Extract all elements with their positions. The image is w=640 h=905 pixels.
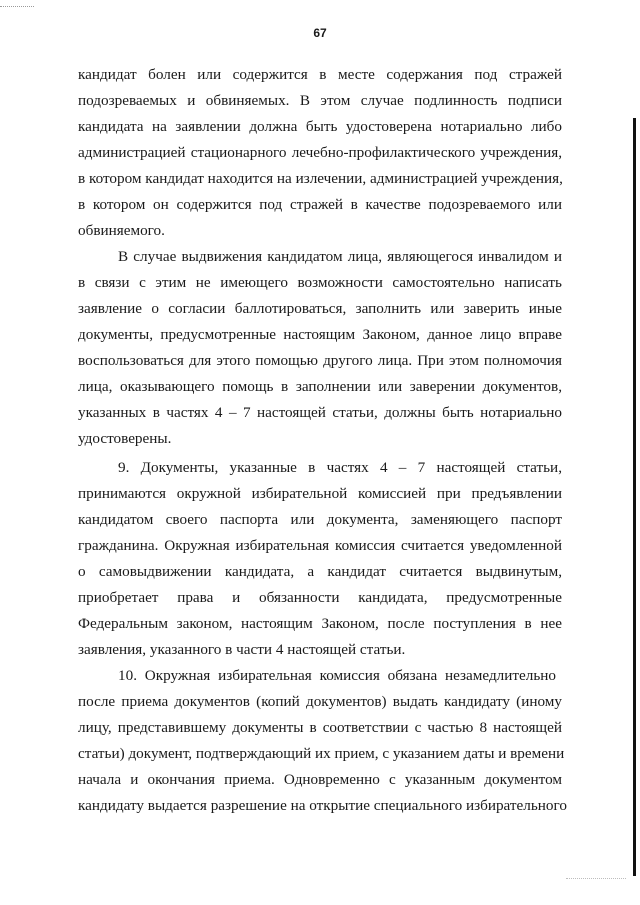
text-line: кандидата на заявлении должна быть удостоверена нотариально либо	[78, 118, 562, 135]
text-line: указанных в частях 4 – 7 настоящей статьи, должны быть нотариально	[78, 404, 562, 421]
text-line: после приема документов (копий документов) выдать кандидату (иному	[78, 693, 562, 710]
scan-noise-mark	[566, 874, 626, 879]
text-line: удостоверены.	[78, 430, 172, 447]
text-line: подозреваемых и обвиняемых. В этом случае подлинность подписи	[78, 92, 562, 109]
text-line: статьи) документ, подтверждающий их прием, с указанием даты и времени	[78, 745, 565, 762]
text-line: 10. Окружная избирательная комиссия обязана незамедлительно	[118, 667, 556, 684]
text-line: лица, оказывающего помощь в заполнении или заверении документов,	[78, 378, 562, 395]
text-line: кандидатом своего паспорта или документа, заменяющего паспорт	[78, 511, 562, 528]
page-number: 67	[313, 26, 327, 40]
text-line: в котором он содержится под стражей в качестве подозреваемого или	[78, 196, 562, 213]
text-line: лицу, представившему документы в соответствии с частью 8 настоящей	[78, 719, 562, 736]
text-line: приобретает права и обязанности кандидата, предусмотренные	[78, 589, 562, 606]
text-line: о самовыдвижении кандидата, а кандидат считается выдвинутым,	[78, 563, 562, 580]
scan-corner-mark	[0, 0, 34, 7]
text-line: заявления, указанного в части 4 настоящей статьи.	[78, 641, 406, 658]
text-line: в связи с этим не имеющего возможности самостоятельно написать	[78, 274, 562, 291]
text-line: заявление о согласии баллотироваться, заполнить или заверить иные	[78, 300, 562, 317]
text-line: В случае выдвижения кандидатом лица, являющегося инвалидом и	[118, 248, 562, 265]
text-line: кандидату выдается разрешение на открытие специального избирательного	[78, 797, 567, 814]
scan-edge-shadow	[633, 118, 636, 876]
text-line: принимаются окружной избирательной комиссией при предъявлении	[78, 485, 562, 502]
text-line: обвиняемого.	[78, 222, 165, 239]
text-line: воспользоваться для этого помощью другого лица. При этом полномочия	[78, 352, 562, 369]
text-line: 9. Документы, указанные в частях 4 – 7 настоящей статьи,	[118, 459, 562, 476]
text-line: кандидат болен или содержится в месте содержания под стражей	[78, 66, 562, 83]
text-line: в котором кандидат находится на излечении, администрацией учреждения,	[78, 170, 563, 187]
text-line: Федеральным законом, настоящим Законом, после поступления в нее	[78, 615, 562, 632]
text-line: начала и окончания приема. Одновременно с указанным документом	[78, 771, 562, 788]
text-line: администрацией стационарного лечебно-профилактического учреждения,	[78, 144, 562, 161]
text-line: документы, предусмотренные настоящим Законом, данное лицо вправе	[78, 326, 562, 343]
text-line: гражданина. Окружная избирательная комиссия считается уведомленной	[78, 537, 562, 554]
